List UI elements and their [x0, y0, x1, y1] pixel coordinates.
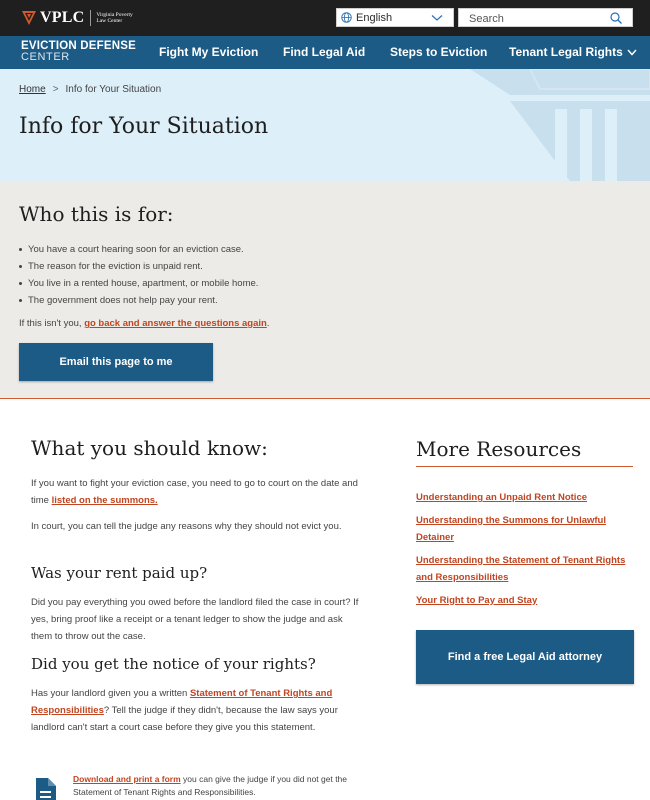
statement-link[interactable]: Statement of Tenant Rights and Responsibilities — [31, 688, 333, 716]
search-input[interactable] — [459, 11, 599, 28]
not-you-suffix: . — [266, 318, 270, 329]
language-select[interactable] — [336, 8, 454, 27]
resource-link-summons[interactable]: Understanding the Summons for Unlawful Detainer — [416, 514, 607, 543]
breadcrumb-separator: > — [52, 84, 59, 95]
language-value: English — [356, 11, 393, 24]
nav-fight-my-eviction[interactable]: Fight My Eviction — [159, 45, 259, 59]
notice-text-prefix: Has your landlord given you a written — [31, 688, 190, 699]
pillar-watermark — [470, 69, 650, 181]
download-description: you can give the judge if you did not get the Statement of Tenant Rights and Responsibilities. — [73, 774, 348, 797]
summons-link[interactable]: listed on the summons. — [51, 495, 158, 506]
brand-line-1: EVICTION DEFENSE — [21, 40, 137, 52]
resource-link-statement-of-rights[interactable]: Understanding the Statement of Tenant Rights and Responsibilities — [416, 554, 626, 583]
nav-find-legal-aid[interactable]: Find Legal Aid — [283, 45, 366, 59]
logo-subtitle: Virginia Poverty Law Center — [96, 12, 133, 24]
search-box — [458, 8, 633, 27]
notice-heading: Did you get the notice of your rights? — [31, 655, 316, 673]
who-title: Who this is for: — [19, 202, 174, 226]
resources-title: More Resources — [416, 437, 633, 467]
resources-list — [416, 489, 633, 614]
who-this-is-for-section — [0, 181, 650, 399]
nav-tenant-legal-rights[interactable] — [509, 45, 637, 59]
list-item: The reason for the eviction is unpaid rent. — [19, 258, 258, 275]
go-back-link[interactable]: go back and answer the questions again — [84, 318, 267, 329]
list-item: You live in a rented house, apartment, or mobile home. — [19, 275, 258, 292]
chevron-down-icon — [627, 49, 637, 56]
summons-paragraph — [31, 475, 361, 509]
top-bar — [0, 0, 650, 36]
resource-link-pay-and-stay[interactable]: Your Right to Pay and Stay — [416, 594, 538, 606]
rent-paid-heading: Was your rent paid up? — [31, 564, 208, 582]
breadcrumb — [19, 84, 161, 95]
main-nav — [0, 36, 650, 69]
download-text — [73, 773, 363, 799]
nav-steps-to-eviction[interactable]: Steps to Eviction — [390, 45, 488, 59]
who-list — [19, 241, 258, 309]
notice-text-suffix: ? Tell the judge if they didn't, because the law says your landlord can't start a court case before they give you this statement. — [31, 705, 338, 733]
download-form-link[interactable]: Download and print a form — [73, 774, 181, 784]
document-icon — [34, 778, 56, 800]
search-icon[interactable] — [610, 12, 622, 24]
find-legal-aid-button[interactable]: Find a free Legal Aid attorney — [416, 630, 634, 684]
globe-icon — [341, 12, 352, 23]
not-you-text — [19, 318, 269, 329]
brand-line-2: CENTER — [21, 51, 70, 63]
page-title: Info for Your Situation — [19, 114, 269, 139]
vplc-logo[interactable] — [21, 8, 140, 28]
resource-link-unpaid-rent-notice[interactable]: Understanding an Unpaid Rent Notice — [416, 492, 588, 503]
list-item: The government does not help pay your rent. — [19, 292, 258, 309]
chevron-down-icon — [431, 14, 443, 22]
logo-text: VPLC — [40, 9, 85, 26]
summons-text: If you want to fight your eviction case, you need to go to court on the date and time — [31, 478, 358, 506]
email-page-button[interactable]: Email this page to me — [19, 343, 213, 381]
logo-divider — [90, 10, 91, 26]
not-you-prefix: If this isn't you, — [19, 318, 85, 329]
notice-paragraph — [31, 685, 361, 736]
breadcrumb-home-link[interactable]: Home — [19, 84, 46, 95]
rent-paid-paragraph: Did you pay everything you owed before the landlord filed the case in court? If yes, bring proof like a receipt or a tenant ledger to show the judge and ask them to throw out the case. — [31, 597, 359, 642]
judge-paragraph: In court, you can tell the judge any reasons why they should not evict you. — [31, 521, 342, 532]
site-brand[interactable] — [21, 41, 136, 63]
breadcrumb-current: Info for Your Situation — [65, 84, 162, 95]
know-title: What you should know: — [31, 436, 268, 460]
nav-tenant-legal-rights-label: Tenant Legal Rights — [509, 45, 623, 59]
page-hero — [0, 69, 650, 181]
logo-mark-icon — [21, 10, 37, 26]
list-item: You have a court hearing soon for an eviction case. — [19, 241, 258, 258]
